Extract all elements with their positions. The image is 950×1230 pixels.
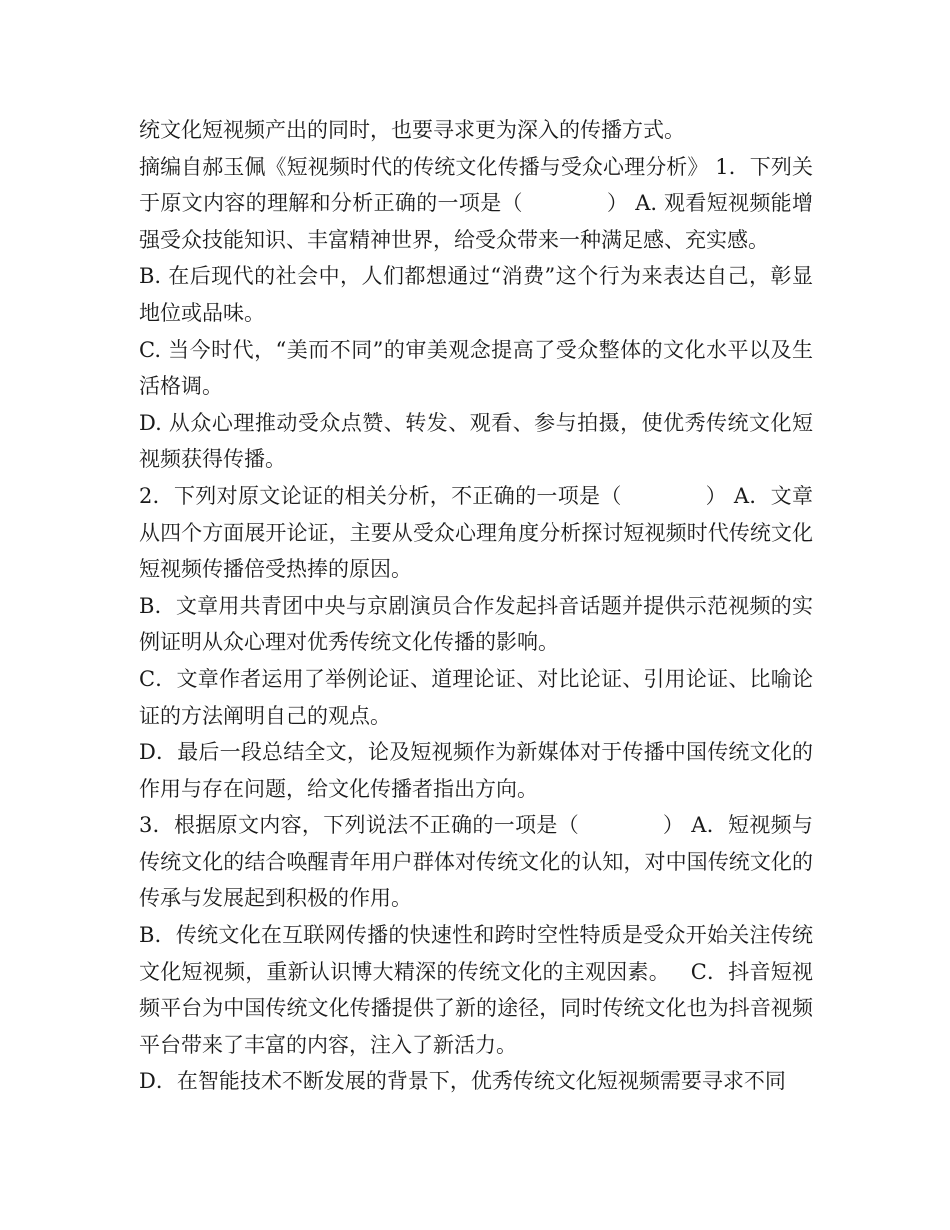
document-body bbox=[139, 112, 813, 1100]
paragraph-4: C. 当今时代，“美而不同”的审美观念提高了受众整体的文化水平以及生活格调。 bbox=[139, 337, 813, 399]
paragraph-5: D. 从众心理推动受众点赞、转发、观看、参与拍摄，使优秀传统文化短视频获得传播。 bbox=[139, 410, 813, 472]
paragraph-10: 3．根据原文内容，下列说法不正确的一项是（ ） A．短视频与传统文化的结合唤醒青年用户群体对传统文化的认知，对中国传统文化的传承与发展起到积极的作用。 bbox=[139, 813, 813, 911]
paragraph-7: B．文章用共青团中央与京剧演员合作发起抖音话题并提供示范视频的实例证明从众心理对优秀传统文化传播的影响。 bbox=[139, 593, 813, 655]
paragraph-2: 摘编自郝玉佩《短视频时代的传统文化传播与受众心理分析》 1．下列关于原文内容的理解和分析正确的一项是（ ） A. 观看短视频能增强受众技能知识、丰富精神世界，给受众带来一种满足感、充实感。 bbox=[139, 154, 813, 252]
paragraph-9: D．最后一段总结全文，论及短视频作为新媒体对于传播中国传统文化的作用与存在问题，给文化传播者指出方向。 bbox=[139, 740, 813, 801]
paragraph-6: 2．下列对原文论证的相关分析，不正确的一项是（ ） A．文章从四个方面展开论证，主要从受众心理角度分析探讨短视频时代传统文化短视频传播倍受热捧的原因。 bbox=[139, 483, 813, 582]
paragraph-8: C．文章作者运用了举例论证、道理论证、对比论证、引用论证、比喻论证的方法阐明自己的观点。 bbox=[139, 666, 813, 728]
paragraph-12: D．在智能技术不断发展的背景下，优秀传统文化短视频需要寻求不同 bbox=[139, 1069, 786, 1094]
paragraph-1: 统文化短视频产出的同时，也要寻求更为深入的传播方式。 bbox=[139, 118, 685, 142]
paragraph-11: B．传统文化在互联网传播的快速性和跨时空性特质是受众开始关注传统文化短视频，重新认识博大精深的传统文化的主观因素。 C．抖音短视频平台为中国传统文化传播提供了新的途径，同时传统文化也为抖音视频平台带来了丰富的内容，注入了新活力。 bbox=[139, 923, 813, 1057]
paragraph-3: B. 在后现代的社会中，人们都想通过“消费”这个行为来表达自己，彰显地位或品味。 bbox=[139, 264, 813, 325]
